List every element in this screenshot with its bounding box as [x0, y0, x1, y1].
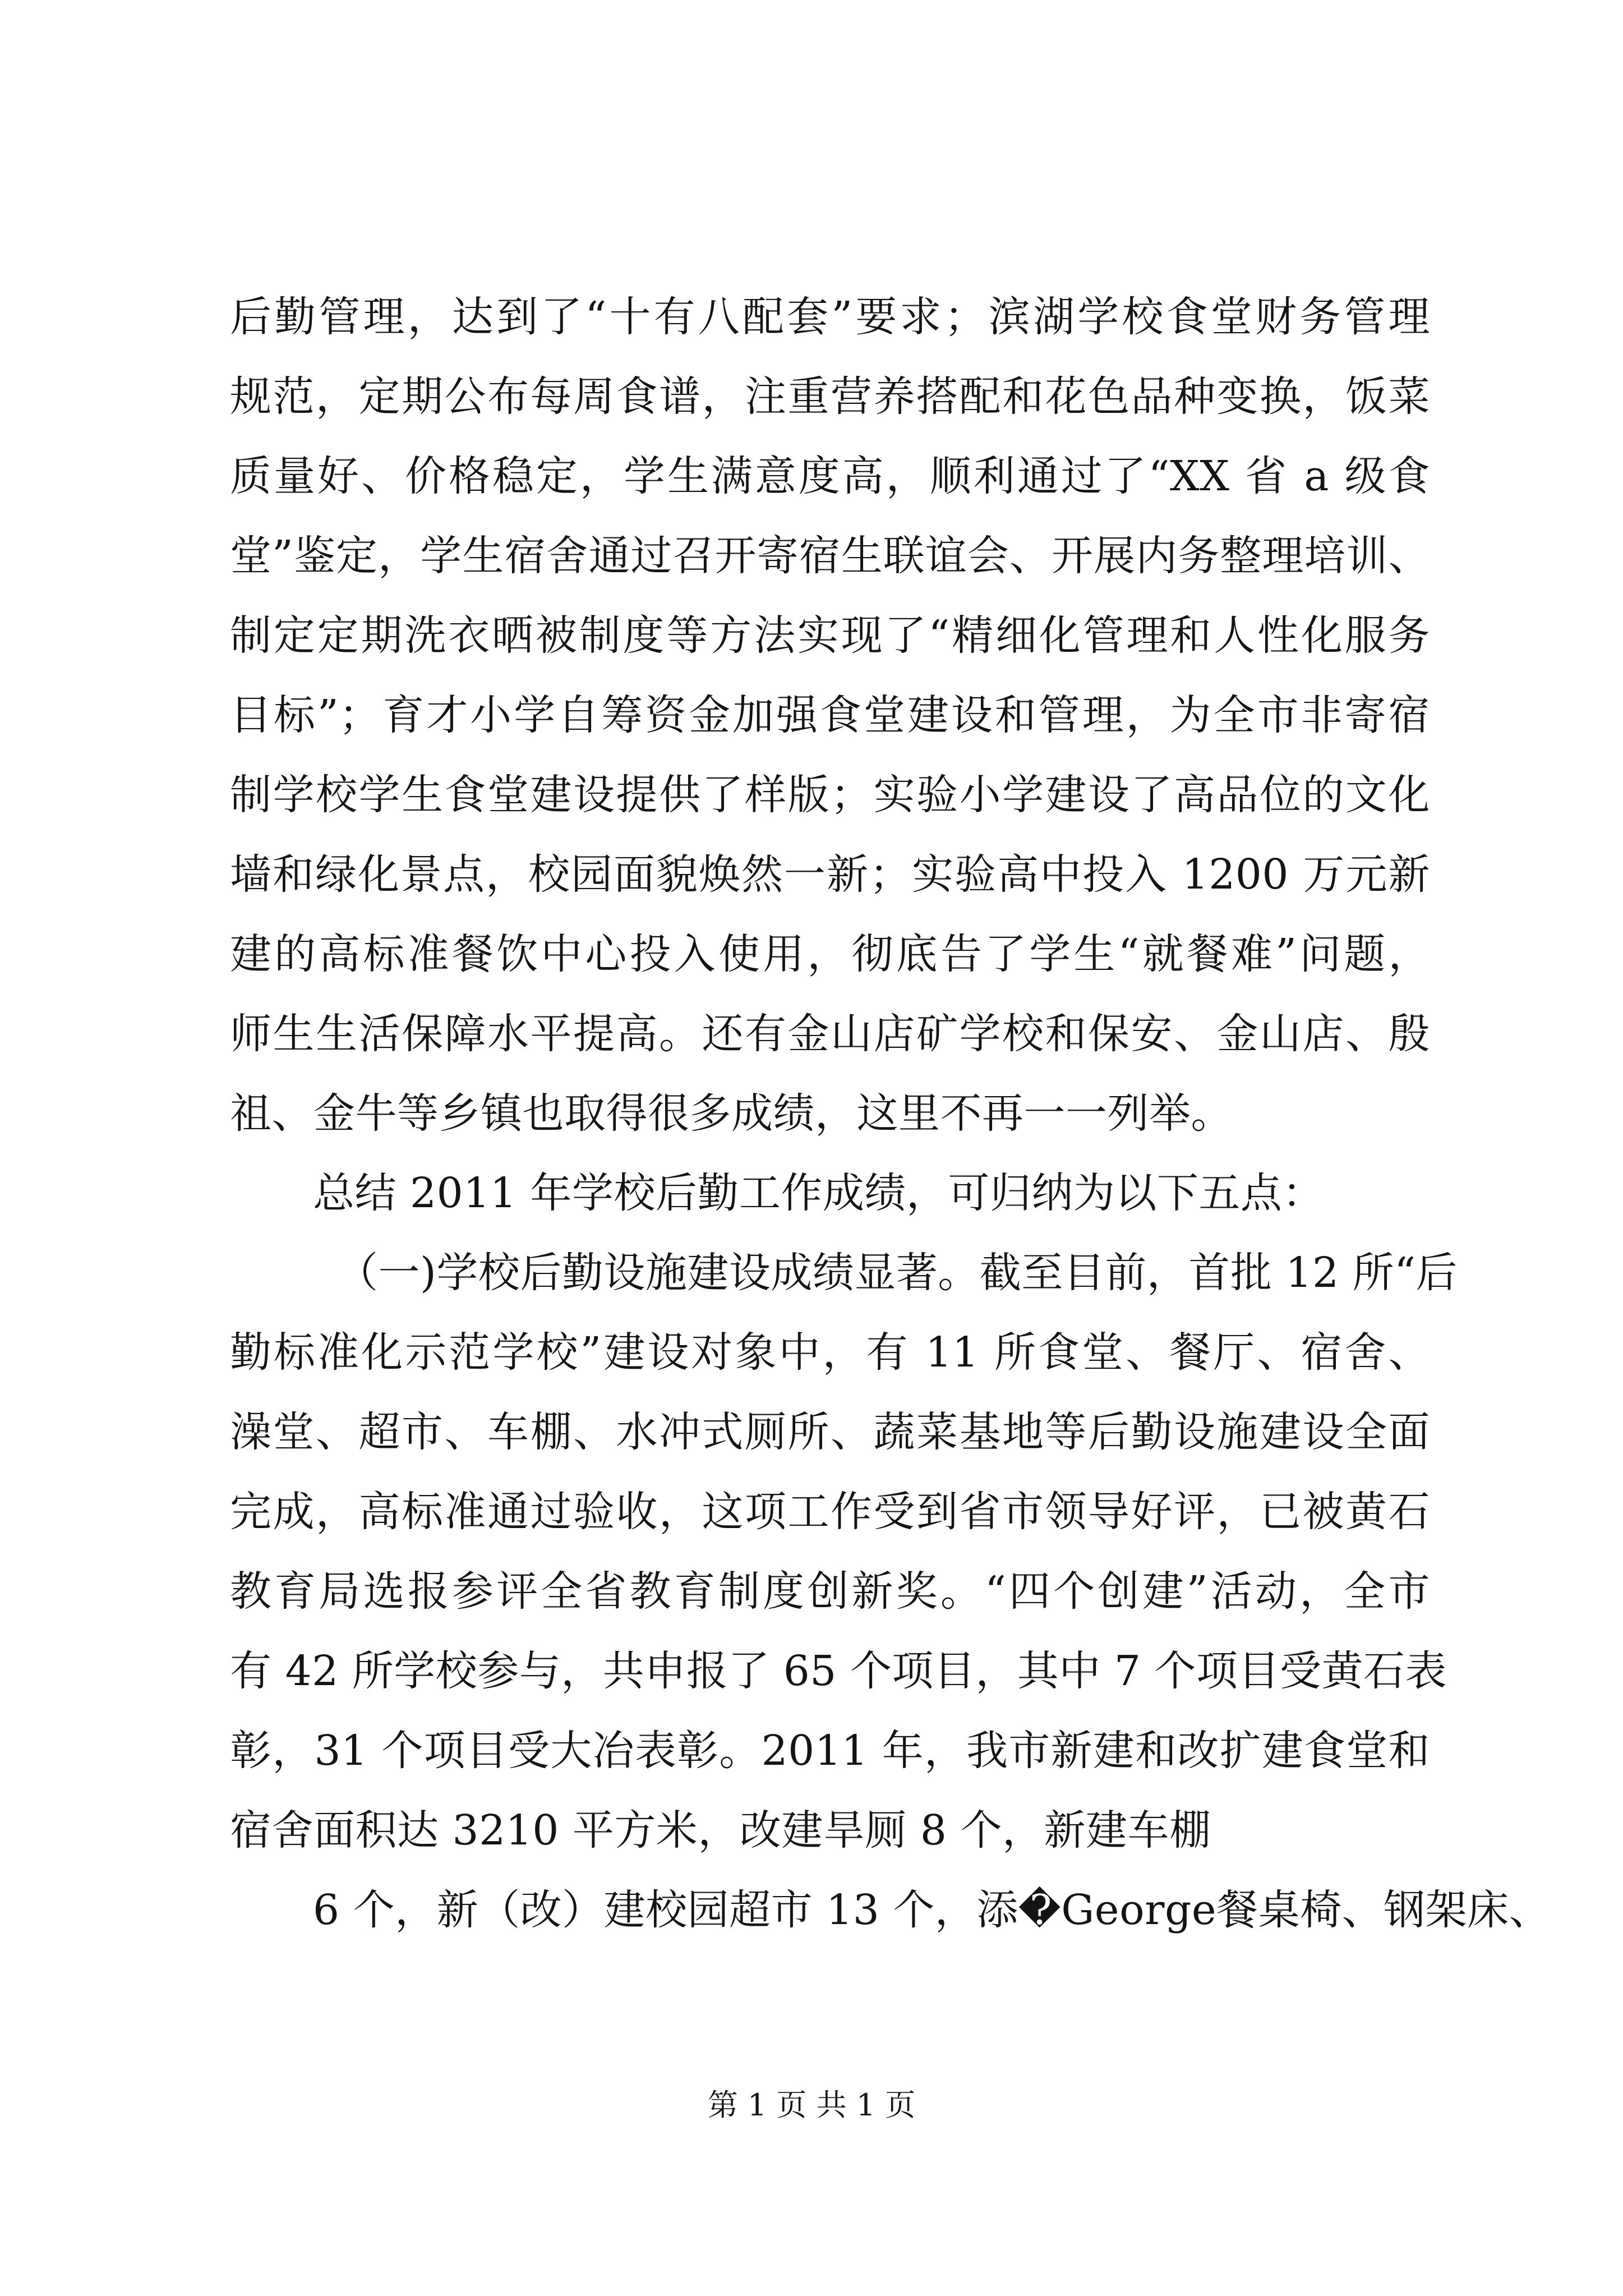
text-line-17: 教育局选报参评全省教育制度创新奖。“四个创建”活动，全市 [230, 1567, 1430, 1616]
text-line-18: 有 42 所学校参与，共申报了 65 个项目，其中 7 个项目受黄石表 [230, 1647, 1447, 1695]
text-line-14: 勤标准化示范学校”建设对象中，有 11 所食堂、餐厅、宿舍、 [230, 1328, 1430, 1377]
text-line-1: 后勤管理，达到了“十有八配套”要求；滨湖学校食堂财务管理 [230, 293, 1430, 341]
text-line-10: 师生生活保障水平提高。还有金山店矿学校和保安、金山店、殷 [230, 1010, 1430, 1058]
text-line-13: （一)学校后勤设施建设成绩显著。截至目前，首批 12 所“后 [336, 1249, 1458, 1297]
text-line-16: 完成，高标准通过验收，这项工作受到省市领导好评，已被黄石 [230, 1488, 1430, 1536]
text-line-3: 质量好、价格稳定，学生满意度高，顺利通过了“XX 省 a 级食 [230, 452, 1430, 500]
document-body [230, 277, 1551, 1950]
text-line-19: 彰，31 个项目受大冶表彰。2011 年，我市新建和改扩建食堂和 [230, 1727, 1430, 1775]
text-line-11: 祖、金牛等乡镇也取得很多成绩，这里不再一一列举。 [230, 1089, 1233, 1138]
text-line-21: 6 个，新（改）建校园超市 13 个，添�George餐桌椅、钢架床、 [313, 1886, 1551, 1934]
text-line-8: 墙和绿化景点，校园面貌焕然一新；实验高中投入 1200 万元新 [230, 850, 1430, 899]
page-number-label: 第 1 页 共 1 页 [707, 2087, 916, 2123]
text-line-4: 堂”鉴定，学生宿舍通过召开寄宿生联谊会、开展内务整理培训、 [230, 532, 1430, 580]
text-line-15: 澡堂、超市、车棚、水冲式厕所、蔬菜基地等后勤设施建设全面 [230, 1408, 1430, 1456]
page-footer [0, 2081, 1623, 2124]
text-line-7: 制学校学生食堂建设提供了样版；实验小学建设了高品位的文化 [230, 771, 1430, 819]
text-line-5: 制定定期洗衣晒被制度等方法实现了“精细化管理和人性化服务 [230, 611, 1430, 660]
text-line-2: 规范，定期公布每周食谱，注重营养搭配和花色品种变换，饭菜 [230, 372, 1430, 421]
text-line-6: 目标”；育才小学自筹资金加强食堂建设和管理，为全市非寄宿 [230, 691, 1430, 739]
text-line-12: 总结 2011 年学校后勤工作成绩，可归纳为以下五点： [313, 1169, 1324, 1217]
text-line-9: 建的高标准餐饮中心投入使用，彻底告了学生“就餐难”问题， [230, 930, 1430, 978]
text-line-20: 宿舍面积达 3210 平方米，改建旱厕 8 个，新建车棚 [230, 1806, 1211, 1855]
